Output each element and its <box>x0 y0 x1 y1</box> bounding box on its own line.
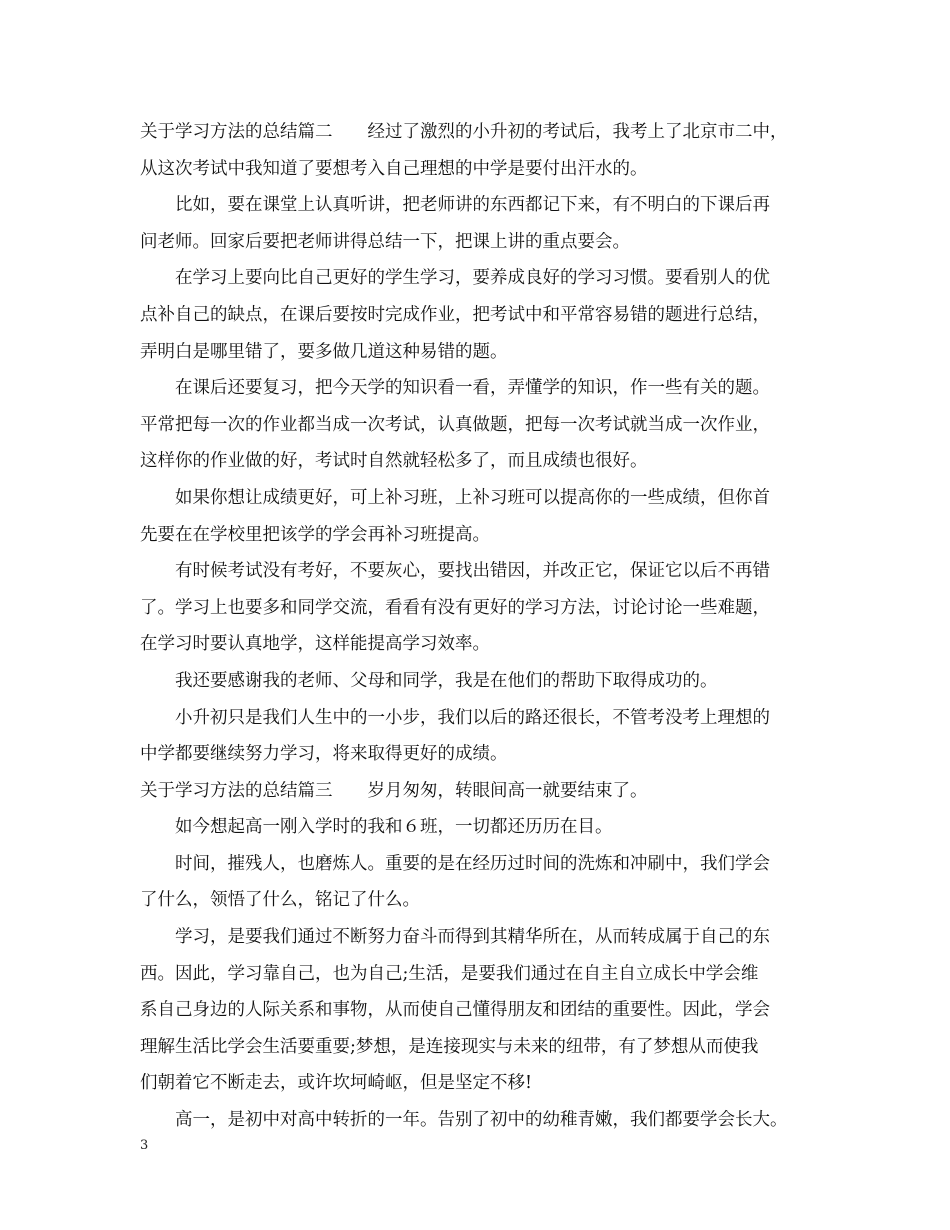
text-line: 学习，是要我们通过不断努力奋斗而得到其精华所在，从而转成属于自己的东 <box>140 927 770 948</box>
text-line: 时间，摧残人，也磨炼人。重要的是在经历过时间的洗炼和冲刷中，我们学会 <box>140 853 770 874</box>
text-line: 平常把每一次的作业都当成一次考试，认真做题，把每一次考试就当成一次作业， <box>140 414 770 435</box>
text-line: 点补自己的缺点，在课后要按时完成作业，把考试中和平常容易错的题进行总结， <box>140 304 770 325</box>
text-line: 们朝着它不断走去，或许坎坷崎岖，但是坚定不移! <box>140 1073 533 1094</box>
text-line: 我还要感谢我的老师、父母和同学，我是在他们的帮助下取得成功的。 <box>140 670 718 691</box>
text-line: 理解生活比学会生活要重要;梦想，是连接现实与未来的纽带，有了梦想从而使我 <box>140 1036 759 1057</box>
text-line: 如今想起高一刚入学时的我和６班，一切都还历历在目。 <box>140 817 613 838</box>
text-line: 比如，要在课堂上认真听讲，把老师讲的东西都记下来，有不明白的下课后再 <box>140 195 770 216</box>
text-line: 西。因此，学习靠自己，也为自己;生活，是要我们通过在自主自立成长中学会维 <box>140 963 759 984</box>
text-line: 如果你想让成绩更好，可上补习班，上补习班可以提高你的一些成绩，但你首 <box>140 487 770 508</box>
text-line: 系自己身边的人际关系和事物，从而使自己懂得朋友和团结的重要性。因此，学会 <box>140 1000 770 1021</box>
text-line: 先要在在学校里把该学的学会再补习班提高。 <box>140 524 490 545</box>
text-line: 小升初只是我们人生中的一小步，我们以后的路还很长，不管考没考上理想的 <box>140 707 770 728</box>
text-line: 在学习时要认真地学，这样能提高学习效率。 <box>140 634 490 655</box>
text-line: 了。学习上也要多和同学交流，看看有没有更好的学习方法，讨论讨论一些难题， <box>140 597 770 618</box>
document-body <box>140 114 830 1139</box>
text-line: 了什么，领悟了什么，铭记了什么。 <box>140 890 420 911</box>
text-line: 在课后还要复习，把今天学的知识看一看，弄懂学的知识，作一些有关的题。 <box>140 378 770 399</box>
text-line: 关于学习方法的总结篇三 岁月匆匆，转眼间高一就要结束了。 <box>140 780 648 801</box>
text-line: 高一，是初中对高中转折的一年。告别了初中的幼稚青嫩，我们都要学会长大。 <box>140 1110 788 1131</box>
text-line: 弄明白是哪里错了，要多做几道这种易错的题。 <box>140 341 508 362</box>
text-line: 有时候考试没有考好，不要灰心，要找出错因，并改正它，保证它以后不再错 <box>140 561 770 582</box>
text-line: 从这次考试中我知道了要想考入自己理想的中学是要付出汗水的。 <box>140 158 648 179</box>
text-line: 在学习上要向比自己更好的学生学习，要养成良好的学习习惯。要看别人的优 <box>140 268 770 289</box>
text-line: 中学都要继续努力学习，将来取得更好的成绩。 <box>140 744 508 765</box>
text-line: 关于学习方法的总结篇二 经过了激烈的小升初的考试后，我考上了北京市二中， <box>140 122 788 142</box>
text-line: 问老师。回家后要把老师讲得总结一下，把课上讲的重点要会。 <box>140 231 630 252</box>
text-line: 这样你的作业做的好，考试时自然就轻松多了，而且成绩也很好。 <box>140 451 648 472</box>
page-number: 3 <box>140 1138 149 1153</box>
